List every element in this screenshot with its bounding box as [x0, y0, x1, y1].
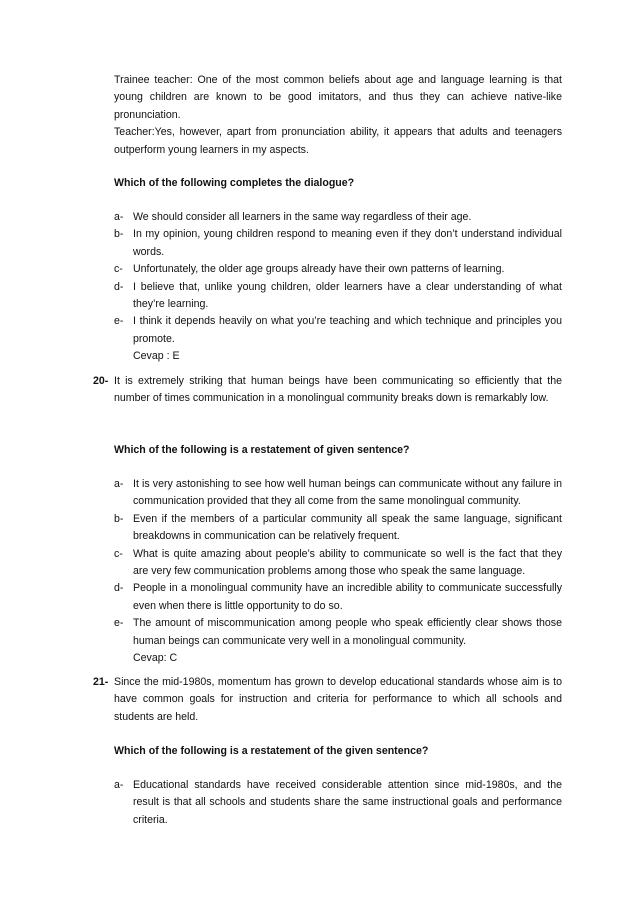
q19-option-c: c- Unfortunately, the older age groups already have their own patterns of learning. [114, 263, 505, 276]
q19-trainee-line: Trainee teacher: One of the most common beliefs about age and language learning is that young children are known to be good imitators, and thus they can achieve native-like pronunciation. [114, 74, 562, 121]
q21-options [114, 777, 562, 829]
q20-option-b: b- Even if the members of a particular community all speak the same language, significant breakdowns in communication can be relatively frequent. [114, 512, 562, 543]
q20-option-c: c- What is quite amazing about people’s ability to communicate so well is the fact that they are very few communication problems among those who speak the same language. [114, 547, 562, 578]
q20-prompt: Which of the following is a restatement of given sentence? [114, 444, 410, 456]
q20-options [114, 476, 562, 667]
q20-option-a: a- It is very astonishing to see how well human beings can communicate without any failure in communication provided that they all come from the same monolingual community. [114, 478, 562, 508]
q19-option-a: a- We should consider all learners in the same way regardless of their age. [114, 211, 472, 223]
q21-stem [93, 674, 562, 726]
q20-number: 20- [93, 375, 109, 387]
q19-prompt: Which of the following completes the dialogue? [114, 177, 355, 189]
q19-options [114, 209, 562, 366]
q21-text: Since the mid-1980s, momentum has grown to develop educational standards whose aim is to have common goals for instruction and criteria for performance to which all schools and students are held. [114, 676, 562, 723]
q20-option-d: d- People in a monolingual community have an incredible ability to communicate successfully even when there is little opportunity to do so. [114, 582, 562, 612]
q19-answer: Cevap : E [133, 350, 180, 363]
q19-option-d: d- I believe that, unlike young children, older learners have a clear understanding of what they’re learning. [114, 280, 562, 311]
q20-option-e: e- The amount of miscommunication among people who speak efficiently clear shows those human beings can communicate very well in a monolingual community. [114, 617, 562, 647]
q21-number: 21- [93, 676, 109, 688]
q19-teacher-line: Teacher:Yes, however, apart from pronunciation ability, it appears that adults and teenagers outperform young learners in my aspects. [114, 126, 562, 156]
q20-answer: Cevap: C [133, 652, 178, 665]
q20-text: It is extremely striking that human beings have been communicating so efficiently that the number of times communication in a monolingual community breaks down is remarkably low. [114, 375, 562, 405]
q21-option-a: a- Educational standards have received considerable attention since mid-1980s, and the result is that all schools and students share the same instructional goals and performance criteria. [114, 779, 562, 826]
q21-prompt: Which of the following is a restatement of the given sentence? [114, 745, 429, 757]
q19-option-b: b- In my opinion, young children respond to meaning even if they don’t understand individual words. [114, 228, 562, 258]
q20-stem [93, 373, 562, 408]
q19-dialogue [114, 72, 562, 159]
q19-option-e: e- I think it depends heavily on what you’re teaching and which technique and principles you promote. [114, 315, 562, 345]
